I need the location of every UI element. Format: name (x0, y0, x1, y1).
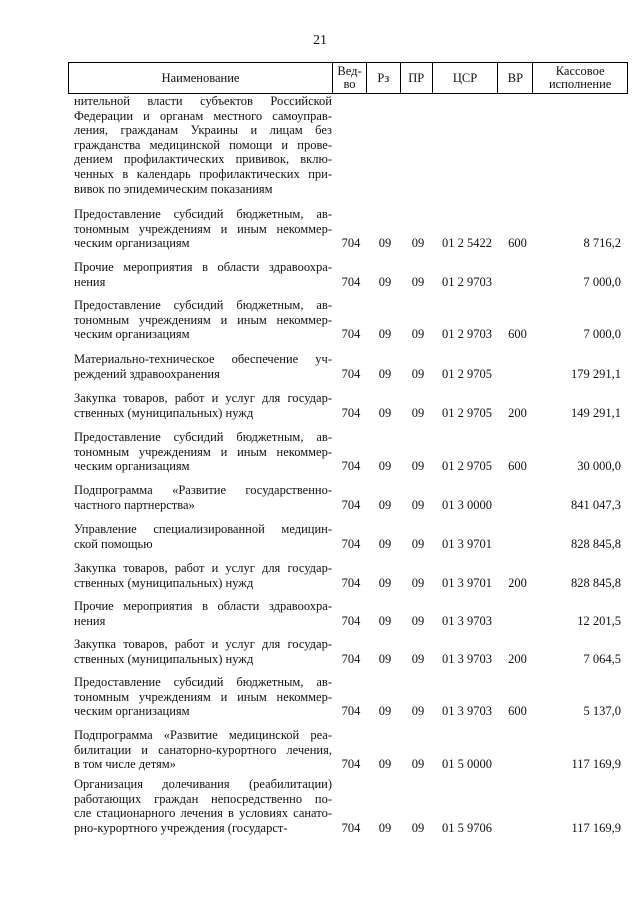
row-amount: 7 064,5 (583, 651, 621, 666)
row-pr: 09 (411, 236, 425, 251)
row-pr: 09 (411, 327, 425, 342)
row-name-line: Подпрограмма «Развитие медицинской реа- (74, 728, 332, 742)
row-ved: 704 (341, 575, 361, 590)
row-pr: 09 (411, 757, 425, 772)
row-name-line: Материально-техническое обеспечение уч- (74, 352, 332, 366)
row-name-line: тономным учреждениям и иным некоммер- (74, 444, 332, 459)
row-pr: 09 (411, 820, 425, 835)
row-amount: 117 169,9 (571, 820, 621, 835)
row-name-line: Прочие мероприятия в области здравоохра- (74, 599, 332, 613)
row-name (74, 637, 332, 666)
row-amount: 30 000,0 (577, 459, 621, 474)
row-csr: 01 2 9705 (442, 405, 492, 420)
row-vr: 200 (508, 405, 527, 420)
row-pr: 09 (411, 613, 425, 628)
row-rz: 09 (378, 757, 392, 772)
row-name-line: тономным учреждениям и иным некоммер- (74, 689, 332, 704)
row-ved: 704 (341, 366, 361, 381)
row-pr: 09 (411, 651, 425, 666)
row-amount: 7 000,0 (583, 327, 621, 342)
row-rz: 09 (378, 459, 392, 474)
row-csr: 01 2 9705 (442, 366, 492, 381)
row-name-line: нения (74, 613, 106, 628)
row-name-line: Федерации и органам местного самоуправ- (74, 108, 332, 123)
row-name-line: Закупка товаров, работ и услуг для государ- (74, 637, 332, 651)
row-pr: 09 (411, 274, 425, 289)
row-amount: 8 716,2 (583, 236, 621, 251)
row-csr: 01 3 9703 (442, 704, 492, 719)
row-pr: 09 (411, 536, 425, 551)
row-name (74, 561, 332, 590)
table-row (68, 260, 628, 289)
table-row (68, 728, 628, 772)
row-name-line: дением профилактических прививок, вклю- (74, 152, 332, 167)
row-name (74, 391, 332, 420)
row-name (74, 483, 332, 512)
row-rz: 09 (378, 613, 392, 628)
header-csr: ЦСР (432, 63, 498, 93)
row-pr: 09 (411, 575, 425, 590)
row-csr: 01 3 9701 (442, 536, 492, 551)
row-name-line: Предоставление субсидий бюджетным, ав- (74, 298, 332, 312)
row-name-line: Подпрограмма «Развитие государственно- (74, 483, 332, 497)
row-rz: 09 (378, 536, 392, 551)
row-vr: 600 (508, 459, 527, 474)
row-ved: 704 (341, 405, 361, 420)
table-row (68, 430, 628, 474)
row-name (74, 522, 332, 551)
row-rz: 09 (378, 575, 392, 590)
row-name-line: рно-курортного учреждения (государст- (74, 820, 288, 835)
table-row (68, 522, 628, 551)
row-csr: 01 2 9705 (442, 459, 492, 474)
row-vr: 600 (508, 704, 527, 719)
row-name-line: частного партнерства» (74, 497, 195, 512)
header-kas-line1: Кассовое (555, 64, 605, 78)
row-name (74, 430, 332, 474)
row-ved: 704 (341, 613, 361, 628)
row-name-line: Предоставление субсидий бюджетным, ав- (74, 675, 332, 689)
table-row (68, 94, 628, 196)
row-amount: 12 201,5 (577, 613, 621, 628)
row-vr: 200 (508, 651, 527, 666)
row-ved: 704 (341, 536, 361, 551)
row-rz: 09 (378, 274, 392, 289)
header-kassovoe (532, 63, 627, 93)
row-csr: 01 3 9701 (442, 575, 492, 590)
row-amount: 117 169,9 (571, 757, 621, 772)
row-vr: 200 (508, 575, 527, 590)
row-name (74, 675, 332, 719)
row-csr: 01 5 9706 (442, 820, 492, 835)
row-ved: 704 (341, 651, 361, 666)
row-vr: 600 (508, 327, 527, 342)
row-amount: 179 291,1 (571, 366, 621, 381)
row-name-line: ской помощью (74, 536, 153, 551)
row-name-line: ческим организациям (74, 704, 190, 719)
row-name-line: ческим организациям (74, 459, 190, 474)
row-name-line: реждений здравоохранения (74, 366, 220, 381)
row-name-line: в том числе детям» (74, 757, 176, 772)
row-name-line: тономным учреждениям и иным некоммер- (74, 312, 332, 327)
row-rz: 09 (378, 405, 392, 420)
row-name (74, 352, 332, 381)
row-name (74, 728, 332, 772)
row-name-line: Предоставление субсидий бюджетным, ав- (74, 207, 332, 221)
table-row (68, 675, 628, 719)
header-kas-line2: исполнение (548, 77, 612, 91)
header-ved (332, 63, 366, 93)
row-amount: 828 845,8 (571, 536, 621, 551)
header-ved-line1: Вед- (337, 64, 362, 78)
row-name-line: вивок по эпидемическим показаниям (74, 181, 273, 196)
table-row (68, 298, 628, 342)
row-name (74, 599, 332, 628)
row-name (74, 207, 332, 251)
row-rz: 09 (378, 366, 392, 381)
row-pr: 09 (411, 704, 425, 719)
header-ved-line2: во (343, 77, 356, 91)
row-pr: 09 (411, 366, 425, 381)
row-name-line: тономным учреждениям и иным некоммер- (74, 221, 332, 236)
row-csr: 01 5 0000 (442, 757, 492, 772)
row-amount: 149 291,1 (571, 405, 621, 420)
row-name (74, 260, 332, 289)
row-rz: 09 (378, 651, 392, 666)
row-rz: 09 (378, 497, 392, 512)
table-header (68, 62, 628, 94)
row-ved: 704 (341, 236, 361, 251)
row-name-line: Закупка товаров, работ и услуг для государ- (74, 561, 332, 575)
row-csr: 01 2 9703 (442, 327, 492, 342)
row-amount: 7 000,0 (583, 274, 621, 289)
row-name-line: Управление специализированной медицин- (74, 522, 332, 536)
row-name-line: ческим организациям (74, 236, 190, 251)
row-ved: 704 (341, 757, 361, 772)
table-row (68, 637, 628, 666)
row-name-line: ченных в календарь профилактических при- (74, 166, 332, 181)
row-ved: 704 (341, 327, 361, 342)
row-csr: 01 3 0000 (442, 497, 492, 512)
row-name-line: ственных (муниципальных) нужд (74, 405, 254, 420)
page-number: 21 (313, 33, 327, 48)
row-name-line: Прочие мероприятия в области здравоохра- (74, 260, 332, 274)
header-rz: Рз (366, 63, 400, 93)
row-pr: 09 (411, 405, 425, 420)
table-row (68, 391, 628, 420)
row-ved: 704 (341, 459, 361, 474)
row-name-line: работающих граждан непосредственно по- (74, 791, 332, 806)
row-rz: 09 (378, 704, 392, 719)
row-pr: 09 (411, 497, 425, 512)
row-pr: 09 (411, 459, 425, 474)
row-ved: 704 (341, 274, 361, 289)
table-row (68, 561, 628, 590)
row-name-line: нения (74, 274, 106, 289)
row-name (74, 298, 332, 342)
row-csr: 01 3 9703 (442, 613, 492, 628)
row-csr: 01 2 9703 (442, 274, 492, 289)
row-amount: 841 047,3 (571, 497, 621, 512)
row-name-line: ческим организациям (74, 327, 190, 342)
row-rz: 09 (378, 236, 392, 251)
header-vr: ВР (497, 63, 532, 93)
row-name-line: Организация долечивания (реабилитации) (74, 777, 332, 791)
row-rz: 09 (378, 820, 392, 835)
row-csr: 01 2 5422 (442, 236, 492, 251)
row-name-line: нительной власти субъектов Российской (74, 94, 332, 108)
row-vr: 600 (508, 236, 527, 251)
table-row (68, 207, 628, 251)
row-name (74, 777, 332, 835)
table-row (68, 352, 628, 381)
row-csr: 01 3 9703 (442, 651, 492, 666)
row-ved: 704 (341, 704, 361, 719)
row-name-line: сле стационарного лечения в условиях санато- (74, 806, 332, 821)
row-ved: 704 (341, 497, 361, 512)
row-ved: 704 (341, 820, 361, 835)
row-name-line: билитации и санаторно-курортного лечения, (74, 742, 332, 757)
row-name (74, 94, 332, 196)
header-pr: ПР (400, 63, 432, 93)
table-row (68, 599, 628, 628)
row-name-line: ления, гражданам Украины и лицам без (74, 123, 332, 138)
row-rz: 09 (378, 327, 392, 342)
row-name-line: Предоставление субсидий бюджетным, ав- (74, 430, 332, 444)
row-name-line: гражданства медицинской помощи и прове- (74, 137, 332, 152)
row-name-line: ственных (муниципальных) нужд (74, 575, 254, 590)
table-row (68, 483, 628, 512)
row-name-line: Закупка товаров, работ и услуг для государ- (74, 391, 332, 405)
row-amount: 5 137,0 (583, 704, 621, 719)
table-row (68, 777, 628, 835)
header-name: Наименование (161, 70, 240, 85)
row-name-line: ственных (муниципальных) нужд (74, 651, 254, 666)
row-amount: 828 845,8 (571, 575, 621, 590)
